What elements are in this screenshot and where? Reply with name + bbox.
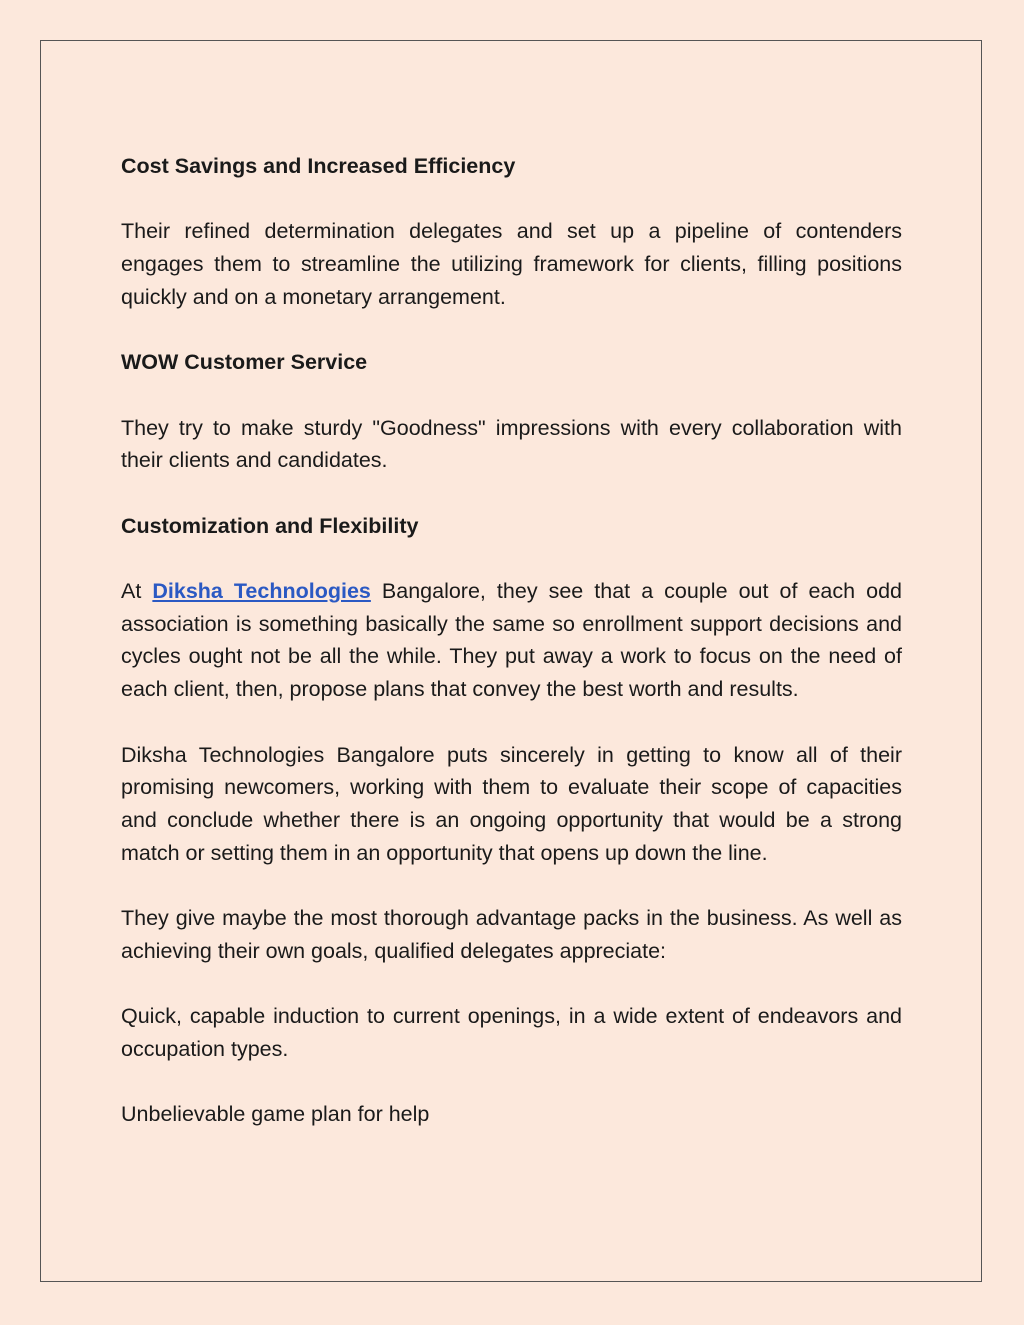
paragraph-customer-service: They try to make sturdy "Goodness" impressions with every collaboration with their clients and candidates. — [121, 415, 902, 473]
heading-customization: Customization and Flexibility — [121, 513, 419, 538]
document-body — [121, 150, 902, 1131]
paragraph-newcomers: Diksha Technologies Bangalore puts sincerely in getting to know all of their promising newcomers, working with them to evaluate their scope of capacities and conclude whether there is an ongoing opportunity that would be a strong match or setting them in an opportunity that opens up down the line. — [121, 742, 902, 865]
paragraph-customization — [121, 575, 902, 706]
paragraph-induction: Quick, capable induction to current openings, in a wide extent of endeavors and occupation types. — [121, 1004, 902, 1061]
diksha-technologies-link[interactable]: Diksha Technologies — [152, 579, 371, 604]
paragraph-rest: Bangalore, they see that a couple out of each odd association is something basically the same so enrollment support decisions and cycles ought not be all the while. They put away a work to focus on the need of each client, then, propose plans that convey the best worth and results. — [121, 579, 902, 702]
paragraph-cost-savings: Their refined determination delegates and set up a pipeline of contenders engages them to streamline the utilizing framework for clients, filling positions quickly and on a monetary arrangement. — [121, 219, 902, 309]
paragraph-help: Unbelievable game plan for help — [121, 1102, 430, 1127]
heading-customer-service: WOW Customer Service — [121, 350, 368, 375]
heading-cost-savings: Cost Savings and Increased Efficiency — [121, 154, 516, 178]
paragraph-prefix: At — [121, 579, 153, 604]
paragraph-benefits: They give maybe the most thorough advantage packs in the business. As well as achieving their own goals, qualified delegates appreciate: — [121, 906, 902, 963]
